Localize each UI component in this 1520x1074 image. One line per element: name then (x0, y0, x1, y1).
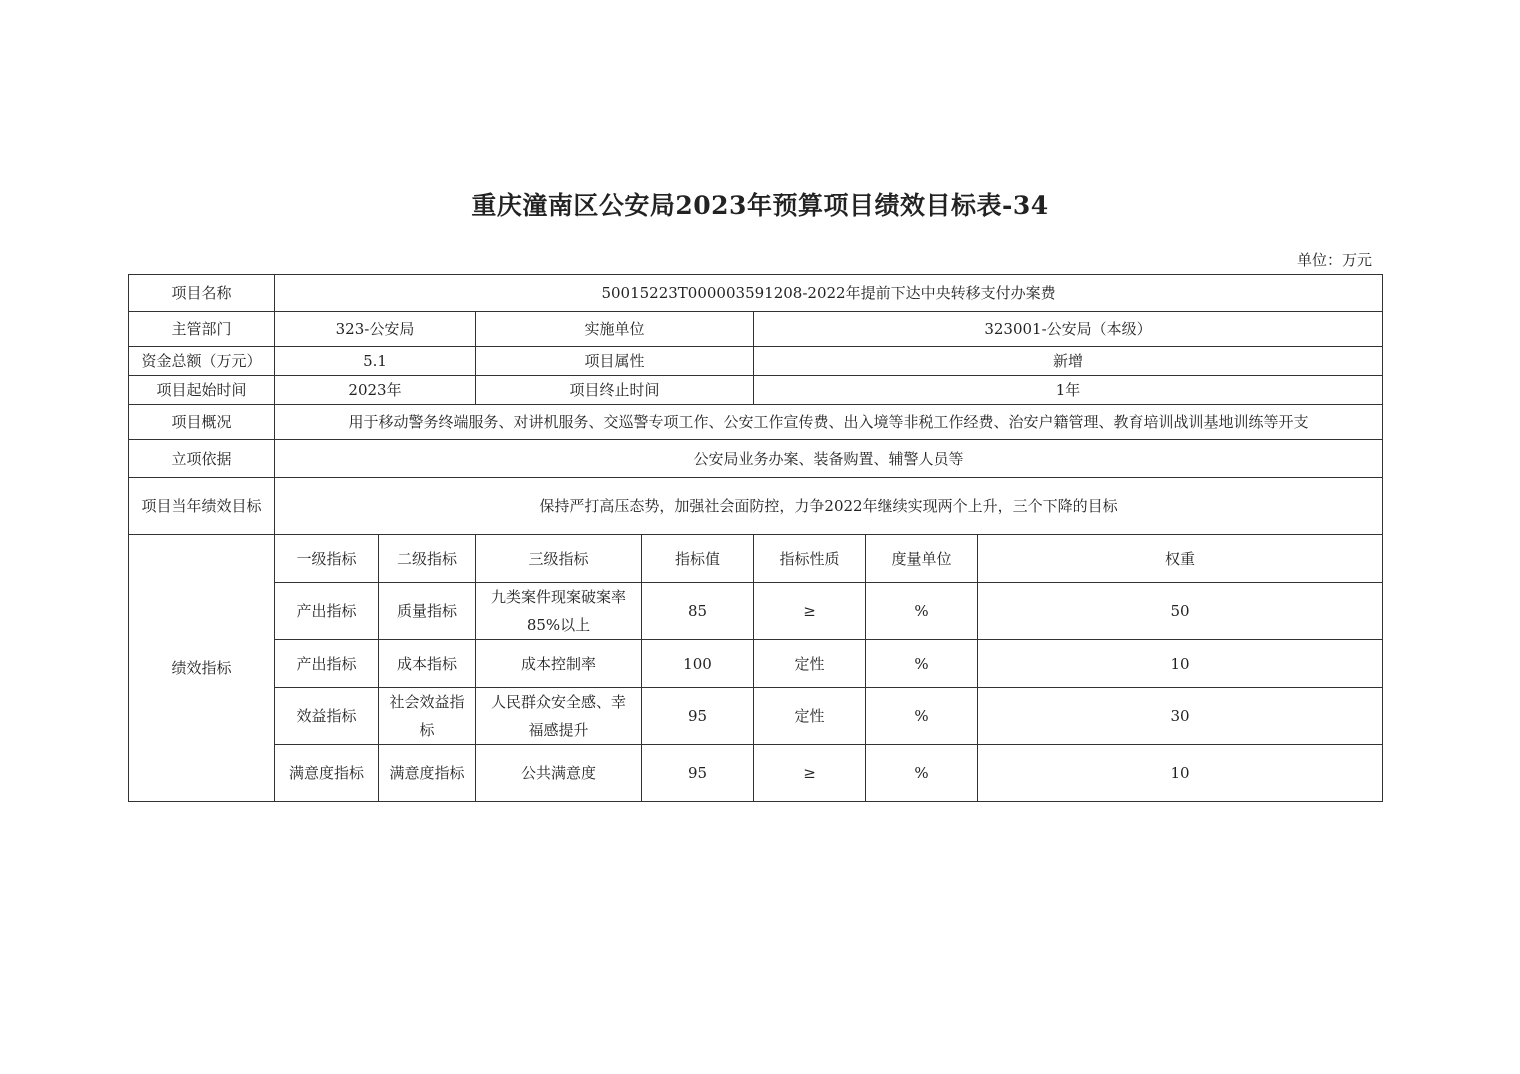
attr-value: 新增 (754, 347, 1383, 376)
cell-level3: 成本控制率 (476, 640, 642, 688)
cell-level2: 成本指标 (379, 640, 476, 688)
overview-label: 项目概况 (129, 405, 275, 440)
dept-label: 主管部门 (129, 312, 275, 347)
cell-nature: 定性 (754, 688, 866, 745)
project-name-value: 50015223T000003591208-2022年提前下达中央转移支付办案费 (275, 275, 1383, 312)
cell-unit: % (866, 640, 978, 688)
header-cell: 一级指标 (275, 535, 379, 583)
table-row (129, 745, 1383, 802)
row-project-name (129, 275, 1383, 312)
cell-level1: 效益指标 (275, 688, 379, 745)
cell-value: 85 (642, 583, 754, 640)
cell-level3: 九类案件现案破案率85%以上 (476, 583, 642, 640)
header-cell: 度量单位 (866, 535, 978, 583)
start-label: 项目起始时间 (129, 376, 275, 405)
header-cell: 权重 (978, 535, 1383, 583)
end-value: 1年 (754, 376, 1383, 405)
cell-weight: 10 (978, 640, 1383, 688)
impl-value: 323001-公安局（本级） (754, 312, 1383, 347)
cell-level3: 公共满意度 (476, 745, 642, 802)
row-basis (129, 440, 1383, 478)
cell-weight: 30 (978, 688, 1383, 745)
row-dept (129, 312, 1383, 347)
cell-level3: 人民群众安全感、幸福感提升 (476, 688, 642, 745)
page-title: 重庆潼南区公安局2023年预算项目绩效目标表-34 (471, 191, 1049, 220)
end-label: 项目终止时间 (476, 376, 754, 405)
overview-value: 用于移动警务终端服务、对讲机服务、交巡警专项工作、公安工作宣传费、出入境等非税工作经费、治安户籍管理、教育培训战训基地训练等开支 (275, 405, 1383, 440)
row-goal (129, 478, 1383, 535)
perf-label: 绩效指标 (129, 535, 275, 802)
cell-value: 100 (642, 640, 754, 688)
cell-value: 95 (642, 745, 754, 802)
attr-label: 项目属性 (476, 347, 754, 376)
table-row (129, 640, 1383, 688)
unit-label: 单位：万元 (1296, 251, 1372, 269)
cell-unit: % (866, 688, 978, 745)
basis-label: 立项依据 (129, 440, 275, 478)
performance-table (128, 274, 1383, 802)
cell-unit: % (866, 583, 978, 640)
header-cell: 指标值 (642, 535, 754, 583)
table-row (129, 688, 1383, 745)
header-cell: 二级指标 (379, 535, 476, 583)
cell-value: 95 (642, 688, 754, 745)
header-cell: 三级指标 (476, 535, 642, 583)
cell-level2: 社会效益指标 (379, 688, 476, 745)
impl-label: 实施单位 (476, 312, 754, 347)
row-overview (129, 405, 1383, 440)
row-fund (129, 347, 1383, 376)
row-time (129, 376, 1383, 405)
perf-header-row (129, 535, 1383, 583)
cell-weight: 10 (978, 745, 1383, 802)
cell-unit: % (866, 745, 978, 802)
cell-weight: 50 (978, 583, 1383, 640)
table-row (129, 583, 1383, 640)
project-name-label: 项目名称 (129, 275, 275, 312)
cell-level1: 产出指标 (275, 640, 379, 688)
basis-value: 公安局业务办案、装备购置、辅警人员等 (275, 440, 1383, 478)
cell-level2: 满意度指标 (379, 745, 476, 802)
fund-label: 资金总额（万元） (129, 347, 275, 376)
cell-level1: 产出指标 (275, 583, 379, 640)
goal-label: 项目当年绩效目标 (129, 478, 275, 535)
fund-value: 5.1 (275, 347, 476, 376)
start-value: 2023年 (275, 376, 476, 405)
dept-value: 323-公安局 (275, 312, 476, 347)
cell-nature: 定性 (754, 640, 866, 688)
cell-level2: 质量指标 (379, 583, 476, 640)
header-cell: 指标性质 (754, 535, 866, 583)
cell-nature: ≥ (754, 745, 866, 802)
cell-level1: 满意度指标 (275, 745, 379, 802)
goal-value: 保持严打高压态势，加强社会面防控，力争2022年继续实现两个上升，三个下降的目标 (275, 478, 1383, 535)
cell-nature: ≥ (754, 583, 866, 640)
